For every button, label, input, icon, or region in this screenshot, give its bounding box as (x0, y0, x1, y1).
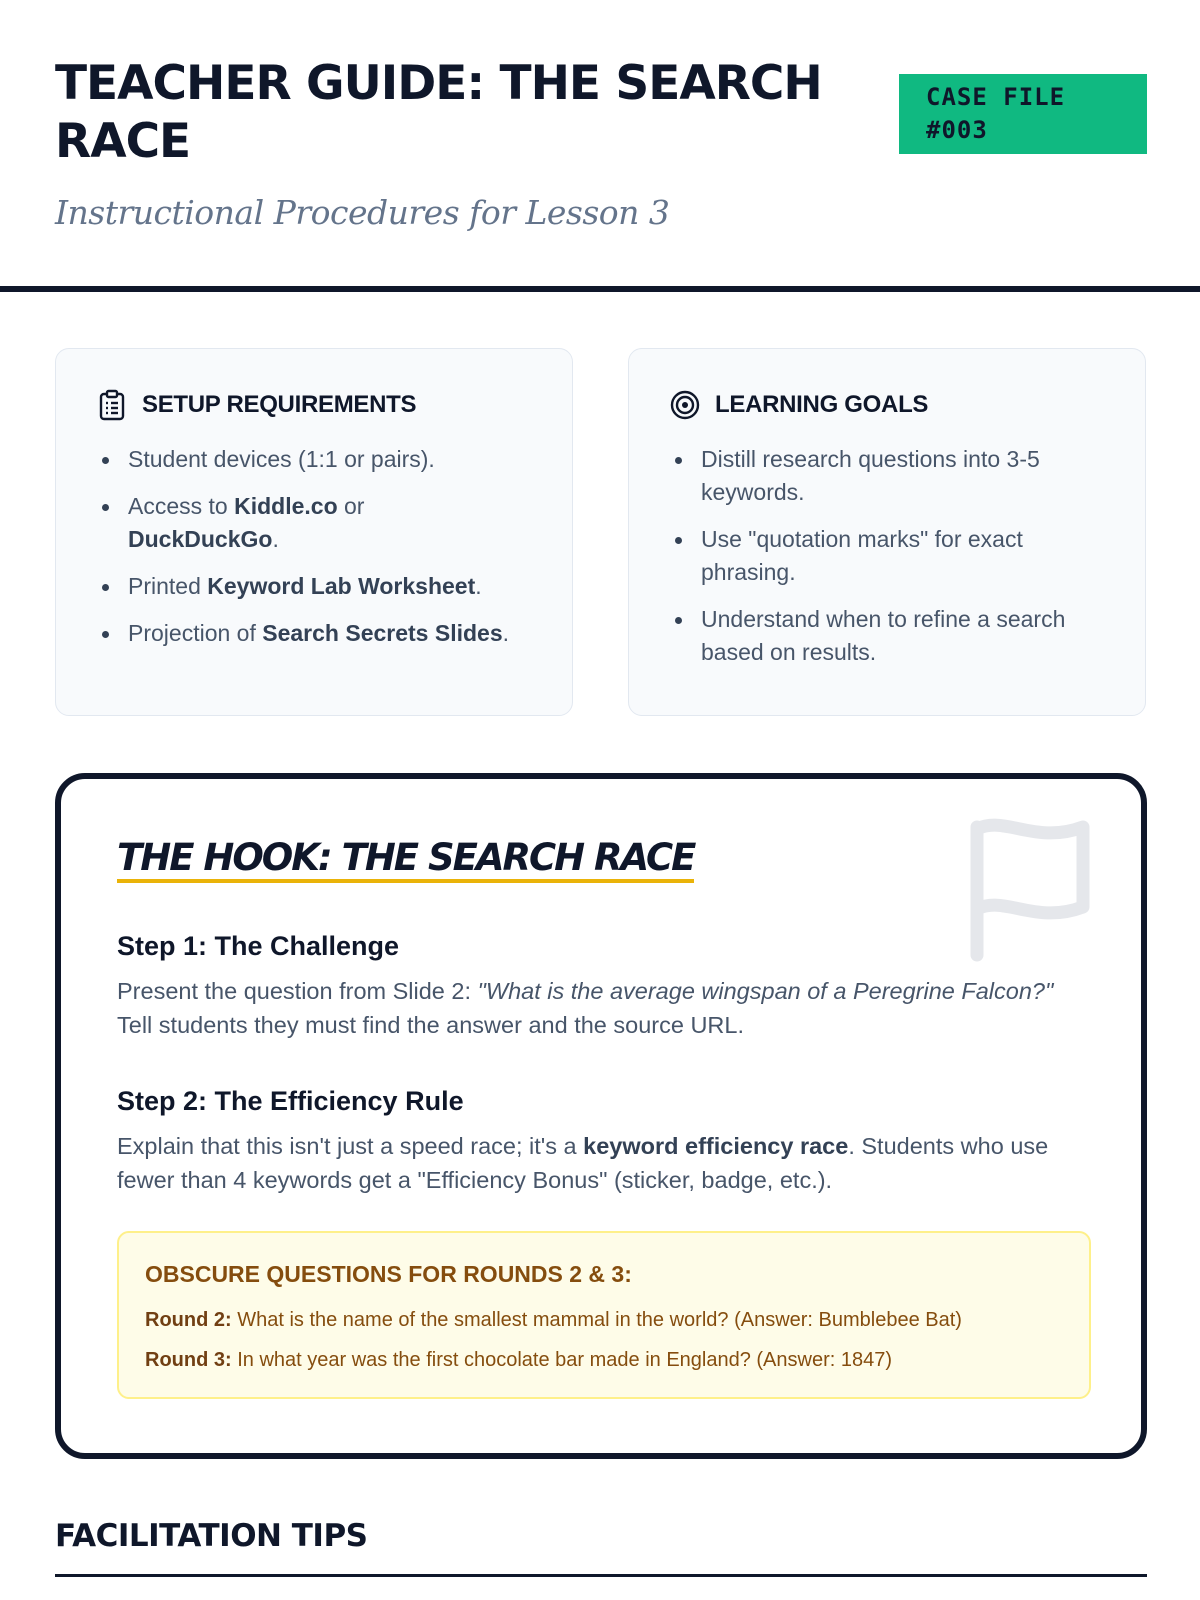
learning-goals-title: LEARNING GOALS (715, 391, 929, 418)
list-item: Distill research questions into 3-5 keywords. (669, 443, 1105, 509)
facilitation-tips-divider (55, 1574, 1147, 1577)
step-2-title: Step 2: The Efficiency Rule (117, 1086, 464, 1116)
callout-title: OBSCURE QUESTIONS FOR ROUNDS 2 & 3: (145, 1261, 632, 1287)
list-item: Understand when to refine a search based on results. (669, 603, 1105, 669)
setup-requirements-card (55, 348, 573, 716)
list-item: Projection of Search Secrets Slides. (96, 617, 532, 650)
hook-title: THE HOOK: THE SEARCH RACE (117, 837, 694, 883)
list-item: Access to Kiddle.co or DuckDuckGo. (96, 490, 532, 556)
target-icon (669, 389, 701, 421)
list-item: Use "quotation marks" for exact phrasing. (669, 523, 1105, 589)
setup-requirements-list (96, 443, 532, 650)
round-3-question: Round 3: In what year was the first chocolate bar made in England? (Answer: 1847) (145, 1349, 893, 1371)
setup-requirements-header (96, 389, 532, 421)
setup-requirements-title: SETUP REQUIREMENTS (142, 391, 417, 418)
step-2-body: Explain that this isn't just a speed race; it's a keyword efficiency race. Students who use fewer than 4 keywords get a "Efficiency Bonus" (sticker, badge, etc.). (117, 1133, 1049, 1193)
list-item: Printed Keyword Lab Worksheet. (96, 570, 532, 603)
learning-goals-header (669, 389, 1105, 421)
case-file-number: #003 (926, 116, 988, 144)
obscure-questions-callout (117, 1231, 1091, 1399)
case-file-badge (899, 74, 1147, 154)
step-1-body: Present the question from Slide 2: "What is the average wingspan of a Peregrine Falcon?" Tell students they must find the answer and the source URL. (117, 978, 1054, 1038)
list-item: Student devices (1:1 or pairs). (96, 443, 532, 476)
round-2-question: Round 2: What is the name of the smallest mammal in the world? (Answer: Bumblebee Bat) (145, 1309, 962, 1331)
learning-goals-card (628, 348, 1146, 716)
facilitation-tips-title: FACILITATION TIPS (55, 1518, 368, 1554)
page-header (55, 55, 1147, 232)
step-1-title: Step 1: The Challenge (117, 931, 400, 961)
hook-section (55, 773, 1147, 1459)
header-divider (0, 286, 1200, 292)
learning-goals-list (669, 443, 1105, 669)
case-file-label: CASE FILE (926, 83, 1066, 111)
page-subtitle: Instructional Procedures for Lesson 3 (55, 193, 670, 232)
clipboard-icon (96, 389, 128, 421)
flag-icon (965, 815, 1095, 965)
page-title: TEACHER GUIDE: THE SEARCH RACE (55, 56, 822, 169)
